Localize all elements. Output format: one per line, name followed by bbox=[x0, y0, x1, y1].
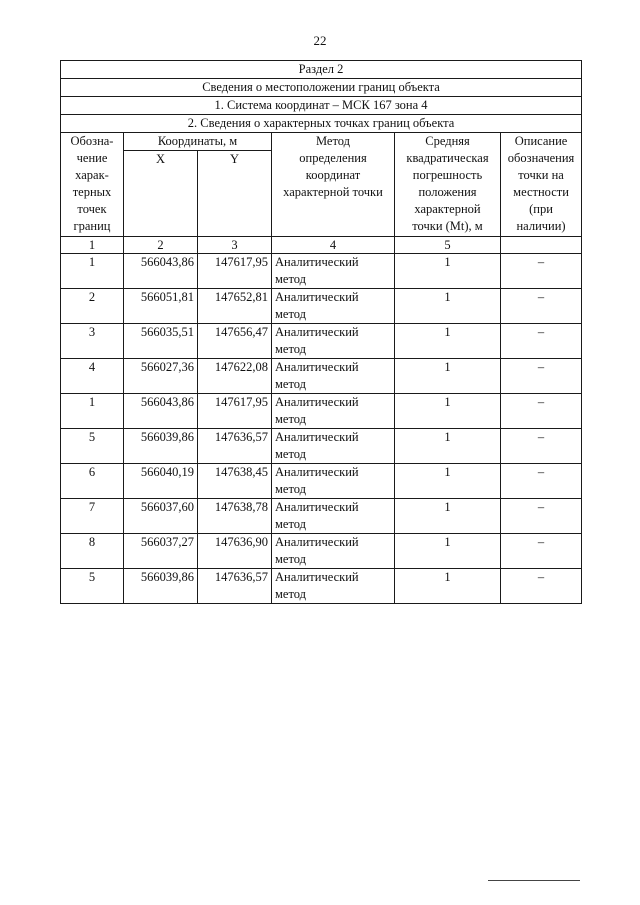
method-cell: Аналитический метод bbox=[272, 289, 395, 324]
y-coordinate-cell: 147617,95 bbox=[198, 394, 272, 429]
header-coordinates: Координаты, м bbox=[124, 133, 272, 151]
method-cell: Аналитический метод bbox=[272, 569, 395, 604]
x-coordinate-cell: 566043,86 bbox=[124, 254, 198, 289]
x-coordinate-cell: 566043,86 bbox=[124, 394, 198, 429]
x-coordinate-cell: 566027,36 bbox=[124, 359, 198, 394]
header-description: Описание обозначения точки на местности (при наличии) bbox=[501, 133, 582, 237]
method-cell: Аналитический метод bbox=[272, 534, 395, 569]
point-number-cell: 5 bbox=[61, 569, 124, 604]
y-coordinate-cell: 147656,47 bbox=[198, 324, 272, 359]
header-designation: Обозна- чение харак- терных точек границ bbox=[61, 133, 124, 237]
y-coordinate-cell: 147617,95 bbox=[198, 254, 272, 289]
rms-error-cell: 1 bbox=[395, 534, 501, 569]
column-numbers-row bbox=[61, 237, 582, 254]
table-row bbox=[61, 569, 582, 604]
method-cell: Аналитический метод bbox=[272, 254, 395, 289]
rms-error-cell: 1 bbox=[395, 429, 501, 464]
point-number-cell: 6 bbox=[61, 464, 124, 499]
x-coordinate-cell: 566037,60 bbox=[124, 499, 198, 534]
header-y: Y bbox=[198, 151, 272, 237]
column-number: 2 bbox=[124, 237, 198, 254]
y-coordinate-cell: 147638,78 bbox=[198, 499, 272, 534]
section-subtitle: Сведения о местоположении границ объекта bbox=[61, 79, 582, 97]
rms-error-cell: 1 bbox=[395, 394, 501, 429]
point-number-cell: 4 bbox=[61, 359, 124, 394]
table-row bbox=[61, 464, 582, 499]
point-number-cell: 1 bbox=[61, 254, 124, 289]
point-number-cell: 1 bbox=[61, 394, 124, 429]
x-coordinate-cell: 566037,27 bbox=[124, 534, 198, 569]
description-cell: – bbox=[501, 429, 582, 464]
table-row bbox=[61, 254, 582, 289]
rms-error-cell: 1 bbox=[395, 254, 501, 289]
y-coordinate-cell: 147636,57 bbox=[198, 429, 272, 464]
y-coordinate-cell: 147636,90 bbox=[198, 534, 272, 569]
method-cell: Аналитический метод bbox=[272, 464, 395, 499]
y-coordinate-cell: 147652,81 bbox=[198, 289, 272, 324]
description-cell: – bbox=[501, 499, 582, 534]
page-number: 22 bbox=[313, 33, 327, 48]
description-cell: – bbox=[501, 359, 582, 394]
x-coordinate-cell: 566039,86 bbox=[124, 429, 198, 464]
y-coordinate-cell: 147622,08 bbox=[198, 359, 272, 394]
section-title: Раздел 2 bbox=[61, 61, 582, 79]
method-cell: Аналитический метод bbox=[272, 429, 395, 464]
point-number-cell: 8 bbox=[61, 534, 124, 569]
description-cell: – bbox=[501, 289, 582, 324]
table-row bbox=[61, 534, 582, 569]
rms-error-cell: 1 bbox=[395, 499, 501, 534]
table-row bbox=[61, 324, 582, 359]
column-number: 4 bbox=[272, 237, 395, 254]
points-title: 2. Сведения о характерных точках границ объекта bbox=[61, 115, 582, 133]
rms-error-cell: 1 bbox=[395, 324, 501, 359]
x-coordinate-cell: 566039,86 bbox=[124, 569, 198, 604]
description-cell: – bbox=[501, 569, 582, 604]
description-cell: – bbox=[501, 394, 582, 429]
description-cell: – bbox=[501, 464, 582, 499]
header-rms-error: Средняя квадратическая погрешность положения характерной точки (Mt), м bbox=[395, 133, 501, 237]
rms-error-cell: 1 bbox=[395, 289, 501, 324]
description-cell: – bbox=[501, 534, 582, 569]
description-cell: – bbox=[501, 324, 582, 359]
point-number-cell: 2 bbox=[61, 289, 124, 324]
column-number: 5 bbox=[395, 237, 501, 254]
table-row bbox=[61, 394, 582, 429]
point-number-cell: 5 bbox=[61, 429, 124, 464]
rms-error-cell: 1 bbox=[395, 569, 501, 604]
rms-error-cell: 1 bbox=[395, 359, 501, 394]
column-number bbox=[501, 237, 582, 254]
header-x: X bbox=[124, 151, 198, 237]
footer-line bbox=[488, 880, 580, 881]
table-row bbox=[61, 429, 582, 464]
y-coordinate-cell: 147638,45 bbox=[198, 464, 272, 499]
x-coordinate-cell: 566040,19 bbox=[124, 464, 198, 499]
coordinate-system: 1. Система координат – МСК 167 зона 4 bbox=[61, 97, 582, 115]
column-number: 3 bbox=[198, 237, 272, 254]
method-cell: Аналитический метод bbox=[272, 394, 395, 429]
method-cell: Аналитический метод bbox=[272, 499, 395, 534]
table-row bbox=[61, 359, 582, 394]
table-row bbox=[61, 289, 582, 324]
point-number-cell: 3 bbox=[61, 324, 124, 359]
x-coordinate-cell: 566035,51 bbox=[124, 324, 198, 359]
rms-error-cell: 1 bbox=[395, 464, 501, 499]
point-number-cell: 7 bbox=[61, 499, 124, 534]
x-coordinate-cell: 566051,81 bbox=[124, 289, 198, 324]
method-cell: Аналитический метод bbox=[272, 359, 395, 394]
method-cell: Аналитический метод bbox=[272, 324, 395, 359]
description-cell: – bbox=[501, 254, 582, 289]
column-number: 1 bbox=[61, 237, 124, 254]
boundary-points-table bbox=[60, 60, 582, 604]
y-coordinate-cell: 147636,57 bbox=[198, 569, 272, 604]
header-method: Метод определения координат характерной точки bbox=[272, 133, 395, 237]
table-row bbox=[61, 499, 582, 534]
